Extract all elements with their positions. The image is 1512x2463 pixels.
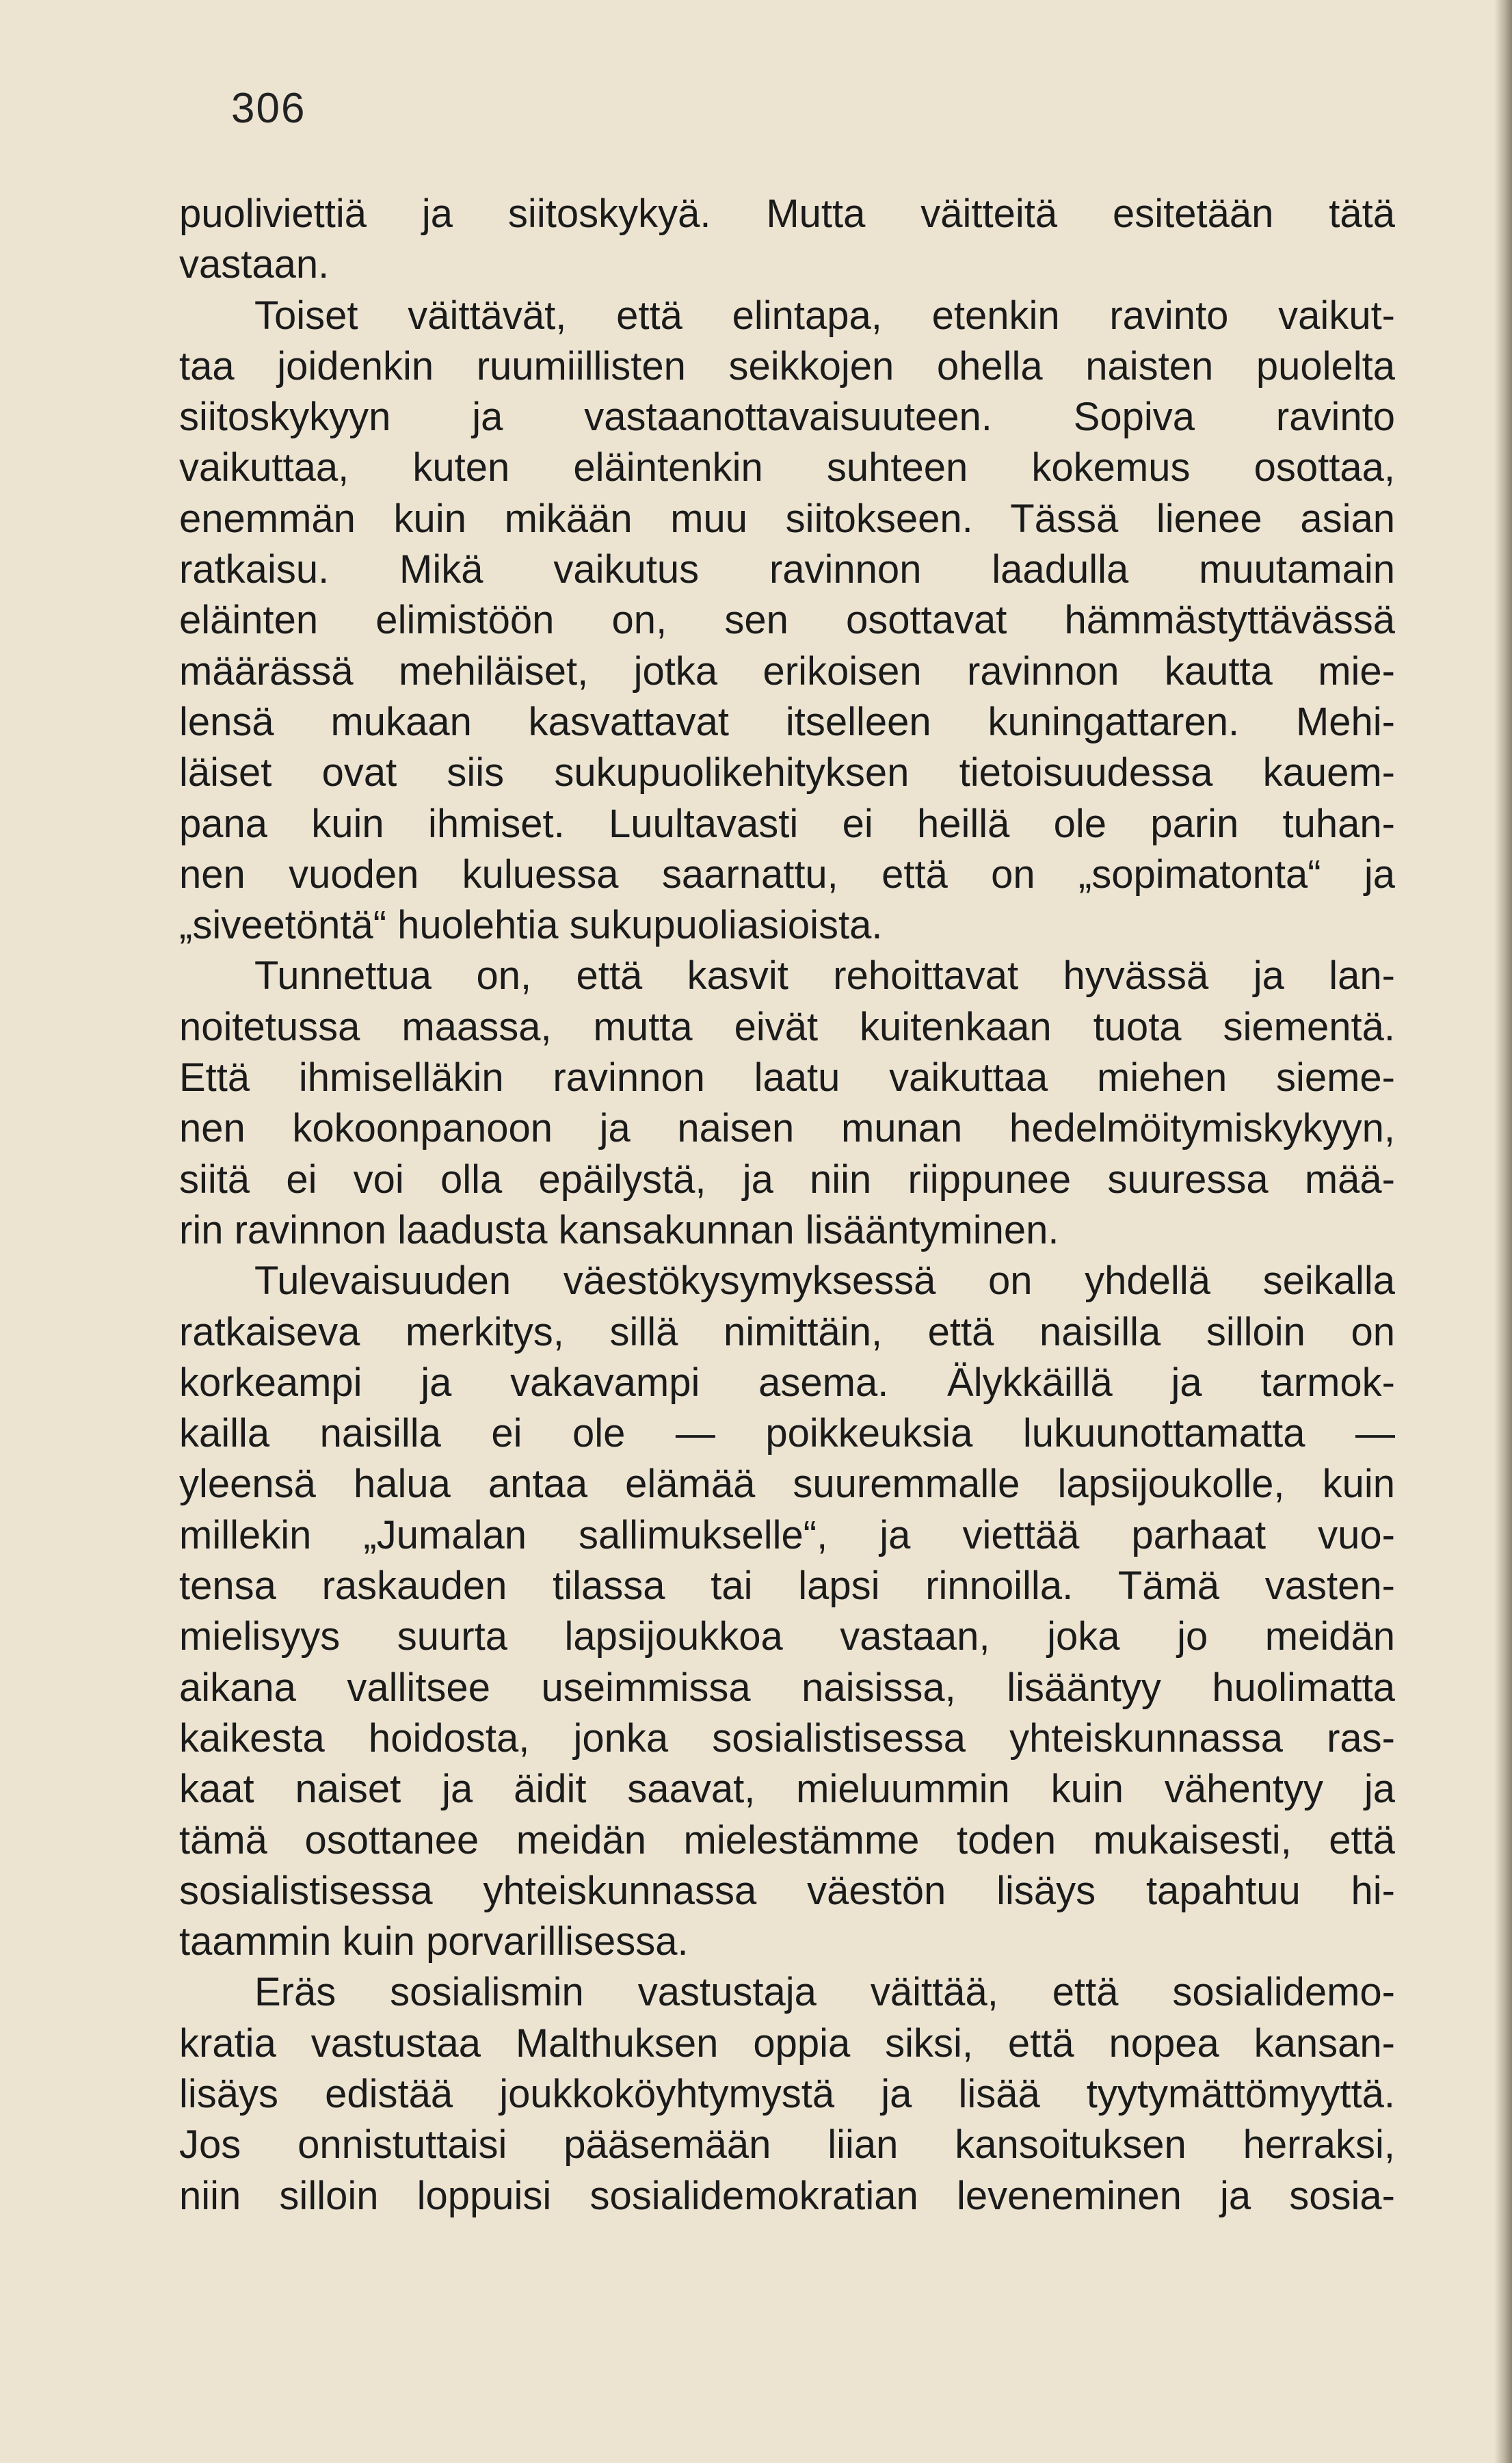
text-line: vastaan. (179, 242, 330, 287)
text-line: määrässä mehiläiset, jotka erikoisen ravinnon kautta mie- (179, 648, 1395, 694)
text-line: niin silloin loppuisi sosialidemokratian leveneminen ja sosia- (179, 2173, 1395, 2218)
text-line: tensa raskauden tilassa tai lapsi rinnoilla. Tämä vasten- (179, 1564, 1395, 1609)
text-line: Toiset väittävät, että elintapa, etenkin ravinto vaikut- (254, 293, 1395, 338)
page-edge-shadow (1494, 0, 1512, 2463)
text-line: siitoskykyyn ja vastaanottavaisuuteen. Sopiva ravinto (179, 395, 1395, 440)
text-line: Tunnettua on, että kasvit rehoittavat hyvässä ja lan- (254, 953, 1395, 999)
text-line: millekin „Jumalan sallimukselle“, ja viettää parhaat vuo- (179, 1512, 1395, 1557)
text-line: korkeampi ja vakavampi asema. Älykkäillä ja tarmok- (179, 1360, 1395, 1405)
page-number: 306 (231, 85, 306, 132)
text-line: pana kuin ihmiset. Luultavasti ei heillä ole parin tuhan- (179, 801, 1395, 846)
text-line: rin ravinnon laadusta kansakunnan lisääntyminen. (179, 1207, 1059, 1252)
text-line: nen kokoonpanoon ja naisen munan hedelmöitymiskykyyn, (179, 1106, 1395, 1151)
text-line: sosialistisessa yhteiskunnassa väestön lisäys tapahtuu hi- (179, 1868, 1395, 1913)
text-line: kaat naiset ja äidit saavat, mieluummin kuin vähentyy ja (179, 1767, 1395, 1812)
text-line: ratkaiseva merkitys, sillä nimittäin, että naisilla silloin on (179, 1309, 1395, 1354)
text-line: tämä osottanee meidän mielestämme toden mukaisesti, että (179, 1817, 1395, 1862)
text-line: ratkaisu. Mikä vaikutus ravinnon laadulla muutamain (179, 547, 1395, 592)
text-line: Eräs sosialismin vastustaja väittää, että sosialidemo- (254, 1970, 1395, 2015)
text-line: yleensä halua antaa elämää suuremmalle lapsijoukolle, kuin (179, 1462, 1395, 1507)
text-line: „siveetöntä“ huolehtia sukupuoliasioista. (179, 903, 883, 948)
text-line: aikana vallitsee useimmissa naisissa, lisääntyy huolimatta (179, 1665, 1395, 1710)
text-line: vaikuttaa, kuten eläintenkin suhteen kokemus osottaa, (179, 445, 1395, 490)
text-line: kaikesta hoidosta, jonka sosialistisessa yhteiskunnassa ras- (179, 1715, 1395, 1761)
text-line: Että ihmiselläkin ravinnon laatu vaikuttaa miehen sieme- (179, 1055, 1395, 1101)
text-line: taa joidenkin ruumiillisten seikkojen ohella naisten puolelta (179, 343, 1395, 388)
text-line: Jos onnistuttaisi pääsemään liian kansoituksen herraksi, (179, 2122, 1395, 2168)
text-line: enemmän kuin mikään muu siitokseen. Tässä lienee asian (179, 496, 1395, 541)
text-line: siitä ei voi olla epäilystä, ja niin riippunee suuressa mää- (179, 1157, 1395, 1202)
text-line: mielisyys suurta lapsijoukkoa vastaan, joka jo meidän (179, 1614, 1395, 1659)
text-line: kratia vastustaa Malthuksen oppia siksi, että nopea kansan- (179, 2020, 1395, 2066)
text-line: lensä mukaan kasvattavat itselleen kuningattaren. Mehi- (179, 699, 1395, 744)
text-line: eläinten elimistöön on, sen osottavat hämmästyttävässä (179, 598, 1395, 643)
text-line: taammin kuin porvarillisessa. (179, 1919, 689, 1964)
text-line: kailla naisilla ei ole — poikkeuksia lukuunottamatta — (179, 1411, 1395, 1456)
text-line: läiset ovat siis sukupuolikehityksen tietoisuudessa kauem- (179, 750, 1395, 795)
text-line: nen vuoden kuluessa saarnattu, että on „sopimatonta“ ja (179, 852, 1395, 897)
text-line: puoliviettiä ja siitoskykyä. Mutta väitteitä esitetään tätä (179, 192, 1395, 236)
text-line: noitetussa maassa, mutta eivät kuitenkaan tuota siementä. (179, 1004, 1395, 1049)
body-text (179, 189, 1395, 2222)
text-line: lisäys edistää joukkoköyhtymystä ja lisää tyytymättömyyttä. (179, 2071, 1395, 2116)
text-line: Tulevaisuuden väestökysymyksessä on yhdellä seikalla (254, 1259, 1395, 1304)
